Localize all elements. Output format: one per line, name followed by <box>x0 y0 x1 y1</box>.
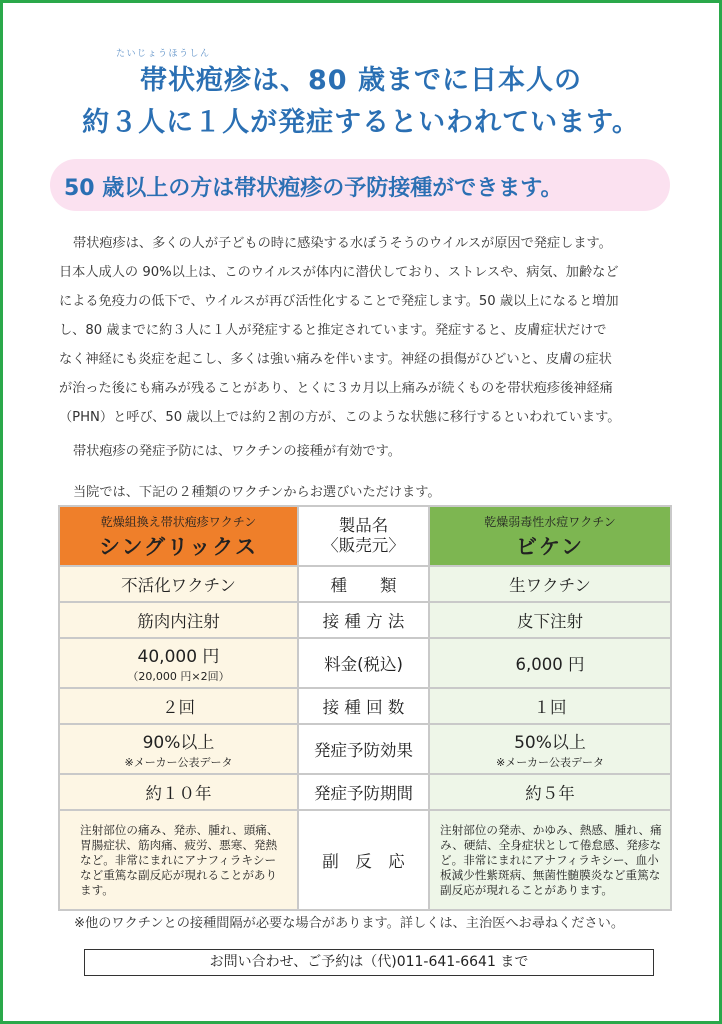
headline-furigana: たいじょうほうしん <box>116 49 211 59</box>
left-cell: ２回 <box>59 688 298 724</box>
table-row <box>59 724 671 774</box>
intro-line: による免疫力の低下で、ウイルスが再び活性化することで発症します。50 歳以上になると増加 <box>59 294 619 309</box>
left-cell: 不活化ワクチン <box>59 566 298 602</box>
headline-line-2: 約３人に１人が発症するといわれています。 <box>82 107 640 138</box>
biken-name: ビケン <box>516 535 584 559</box>
prevention-paragraph: 帯状疱疹の発症予防には、ワクチンの接種が有効です。 <box>73 444 401 459</box>
row-label: 発症予防効果 <box>298 724 429 774</box>
row-label: 種 類 <box>298 566 429 602</box>
left-cell: 筋肉内注射 <box>59 602 298 638</box>
intro-line: 日本人成人の 90%以上は、このウイルスが体内に潜伏しており、ストレスや、病気、加齢など <box>59 265 619 280</box>
product-header: 製品名 〈販売元〉 <box>298 506 429 566</box>
interval-footnote: ※他のワクチンとの接種間隔が必要な場合があります。詳しくは、主治医へお尋ねください。 <box>74 916 625 931</box>
shingrix-side-effects: 注射部位の痛み、発赤、腫れ、頭痛、胃腸症状、筋肉痛、疲労、悪寒、発熱など。非常にまれにアナフィラキシーなど重篤な副反応が現れることがあります。 <box>59 810 298 910</box>
age-banner <box>50 159 670 211</box>
table-row <box>59 566 671 602</box>
row-label: 発症予防期間 <box>298 774 429 810</box>
intro-line: （PHN）と呼び、50 歳以上では約２割の方が、このような状態に移行するといわれています。 <box>59 410 621 425</box>
row-label: 料金(税込) <box>298 638 429 688</box>
right-cell: 約５年 <box>429 774 671 810</box>
age-banner-text: 50 歳以上の方は帯状疱疹の予防接種ができます。 <box>64 176 563 201</box>
left-cell: 90%以上 ※メーカー公表データ <box>59 724 298 774</box>
table-row <box>59 774 671 810</box>
right-cell: 50%以上 ※メーカー公表データ <box>429 724 671 774</box>
row-label: 接 種 方 法 <box>298 602 429 638</box>
intro-line: し、80 歳までに約３人に１人が発症すると推定されています。発症すると、皮膚症状だけで <box>59 323 607 338</box>
side-effects-row <box>59 810 671 910</box>
table-row <box>59 602 671 638</box>
table-row <box>59 638 671 688</box>
biken-side-effects: 注射部位の発赤、かゆみ、熱感、腫れ、痛み、硬結、全身症状として倦怠感、発疹など。非常にまれにアナフィラキシー、血小板減少性紫斑病、無菌性髄膜炎など重篤な副反応が現れることがあります。 <box>429 810 671 910</box>
biken-header <box>429 506 671 566</box>
intro-line: 帯状疱疹は、多くの人が子どもの時に感染する水ぼうそうのウイルスが原因で発症します。 <box>73 236 612 251</box>
left-cell: 約１０年 <box>59 774 298 810</box>
row-label: 接 種 回 数 <box>298 688 429 724</box>
right-cell: 生ワクチン <box>429 566 671 602</box>
shingrix-name: シングリックス <box>98 535 258 559</box>
intro-line: なく神経にも炎症を起こし、多くは強い痛みを伴います。神経の損傷がひどいと、皮膚の症状 <box>59 352 612 367</box>
vaccine-comparison-table <box>58 505 672 911</box>
biken-type: 乾燥弱毒性水痘ワクチン <box>484 515 616 529</box>
right-cell: 6,000 円 <box>429 638 671 688</box>
clinic-paragraph: 当院では、下記の２種類のワクチンからお選びいただけます。 <box>73 485 441 500</box>
headline-line-1: 帯状疱疹は、80 歳までに日本人の <box>140 65 582 96</box>
right-cell: 皮下注射 <box>429 602 671 638</box>
intro-line: が治った後にも痛みが残ることがあり、とくに３カ月以上痛みが続くものを帯状疱疹後神経痛 <box>59 381 613 396</box>
table-row <box>59 688 671 724</box>
intro-paragraph <box>59 229 681 432</box>
contact-box: お問い合わせ、ご予約は（代)011-641-6641 まで <box>84 949 654 976</box>
row-label: 副 反 応 <box>298 810 429 910</box>
left-cell: 40,000 円 （20,000 円×2回） <box>59 638 298 688</box>
shingrix-header <box>59 506 298 566</box>
shingrix-type: 乾燥組換え帯状疱疹ワクチン <box>100 515 257 529</box>
table-header-row <box>59 506 671 566</box>
right-cell: １回 <box>429 688 671 724</box>
